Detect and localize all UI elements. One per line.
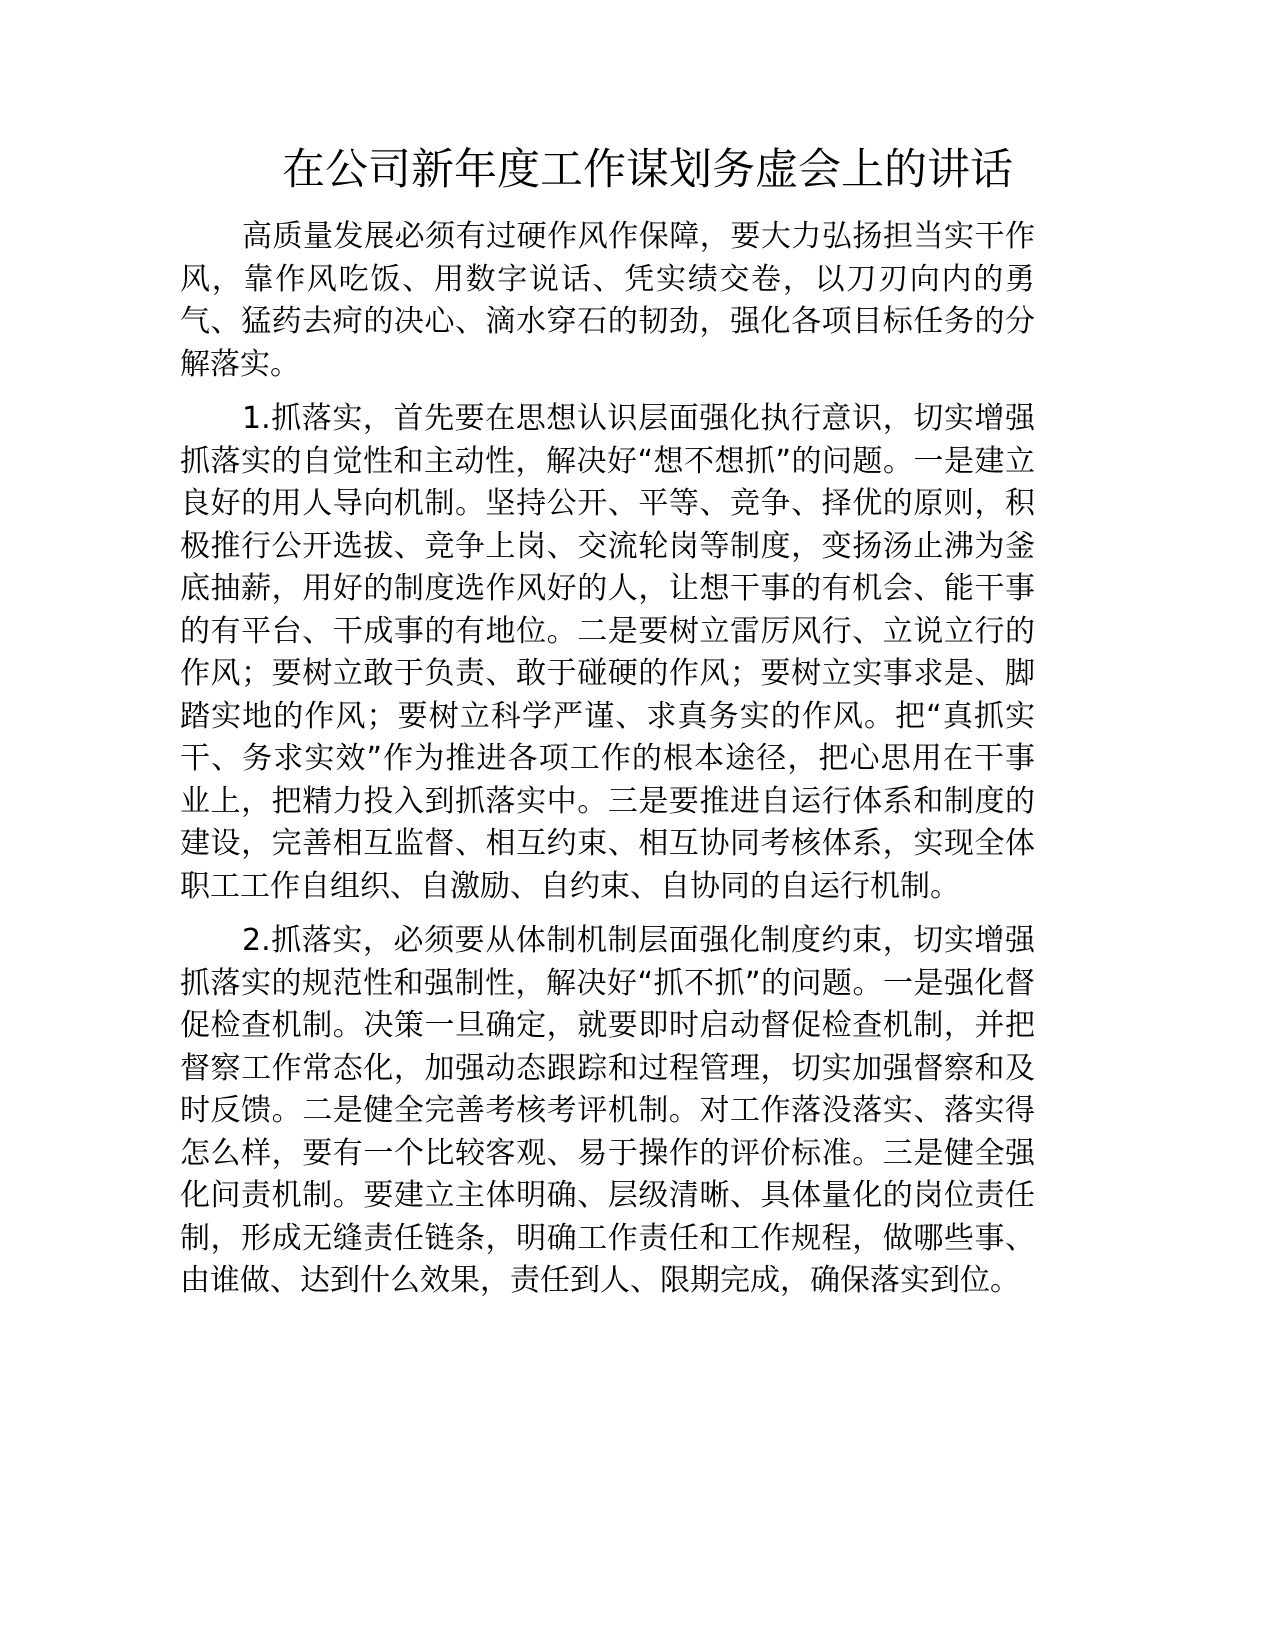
paragraph-point-2: 2.抓落实，必须要从体制机制层面强化制度约束，切实增强抓落实的规范性和强制性，解决好“抓不抓”的问题。一是强化督促检查机制。决策一旦确定，就要即时启动督促检查机制，并把督察工作常态化，加强动态跟踪和过程管理，切实加强督察和及时反馈。二是健全完善考核考评机制。对工作落没落实、落实得怎么样，要有一个比较客观、易于操作的评价标准。三是健全强化问责机制。要建立主体明确、层级清晰、具体量化的岗位责任制，形成无缝责任链条，明确工作责任和工作规程，做哪些事、由谁做、达到什么效果，责任到人、限期完成，确保落实到位。 xyxy=(180,923,1035,1298)
paragraph-point-1: 1.抓落实，首先要在思想认识层面强化执行意识，切实增强抓落实的自觉性和主动性，解决好“想不想抓”的问题。一是建立良好的用人导向机制。坚持公开、平等、竞争、择优的原则，积极推行公开选拔、竞争上岗、交流轮岗等制度，变扬汤止沸为釜底抽薪，用好的制度选作风好的人，让想干事的有机会、能干事的有平台、干成事的有地位。二是要树立雷厉风行、立说立行的作风；要树立敢于负责、敢于碰硬的作风；要树立实事求是、脚踏实地的作风；要树立科学严谨、求真务实的作风。把“真抓实干、务求实效”作为推进各项工作的根本途径，把心思用在干事业上，把精力投入到抓落实中。三是要推进自运行体系和制度的建设，完善相互监督、相互约束、相互协同考核体系，实现全体职工工作自组织、自激励、自约束、自协同的自运行机制。 xyxy=(180,401,1035,904)
paragraph-intro: 高质量发展必须有过硬作风作保障，要大力弘扬担当实干作风，靠作风吃饭、用数字说话、凭实绩交卷，以刀刃向内的勇气、猛药去疴的决心、滴水穿石的韧劲，强化各项目标任务的分解落实。 xyxy=(180,219,1035,382)
document-title: 在公司新年度工作谋划务虚会上的讲话 xyxy=(282,145,1013,195)
document-body xyxy=(180,216,1035,1315)
